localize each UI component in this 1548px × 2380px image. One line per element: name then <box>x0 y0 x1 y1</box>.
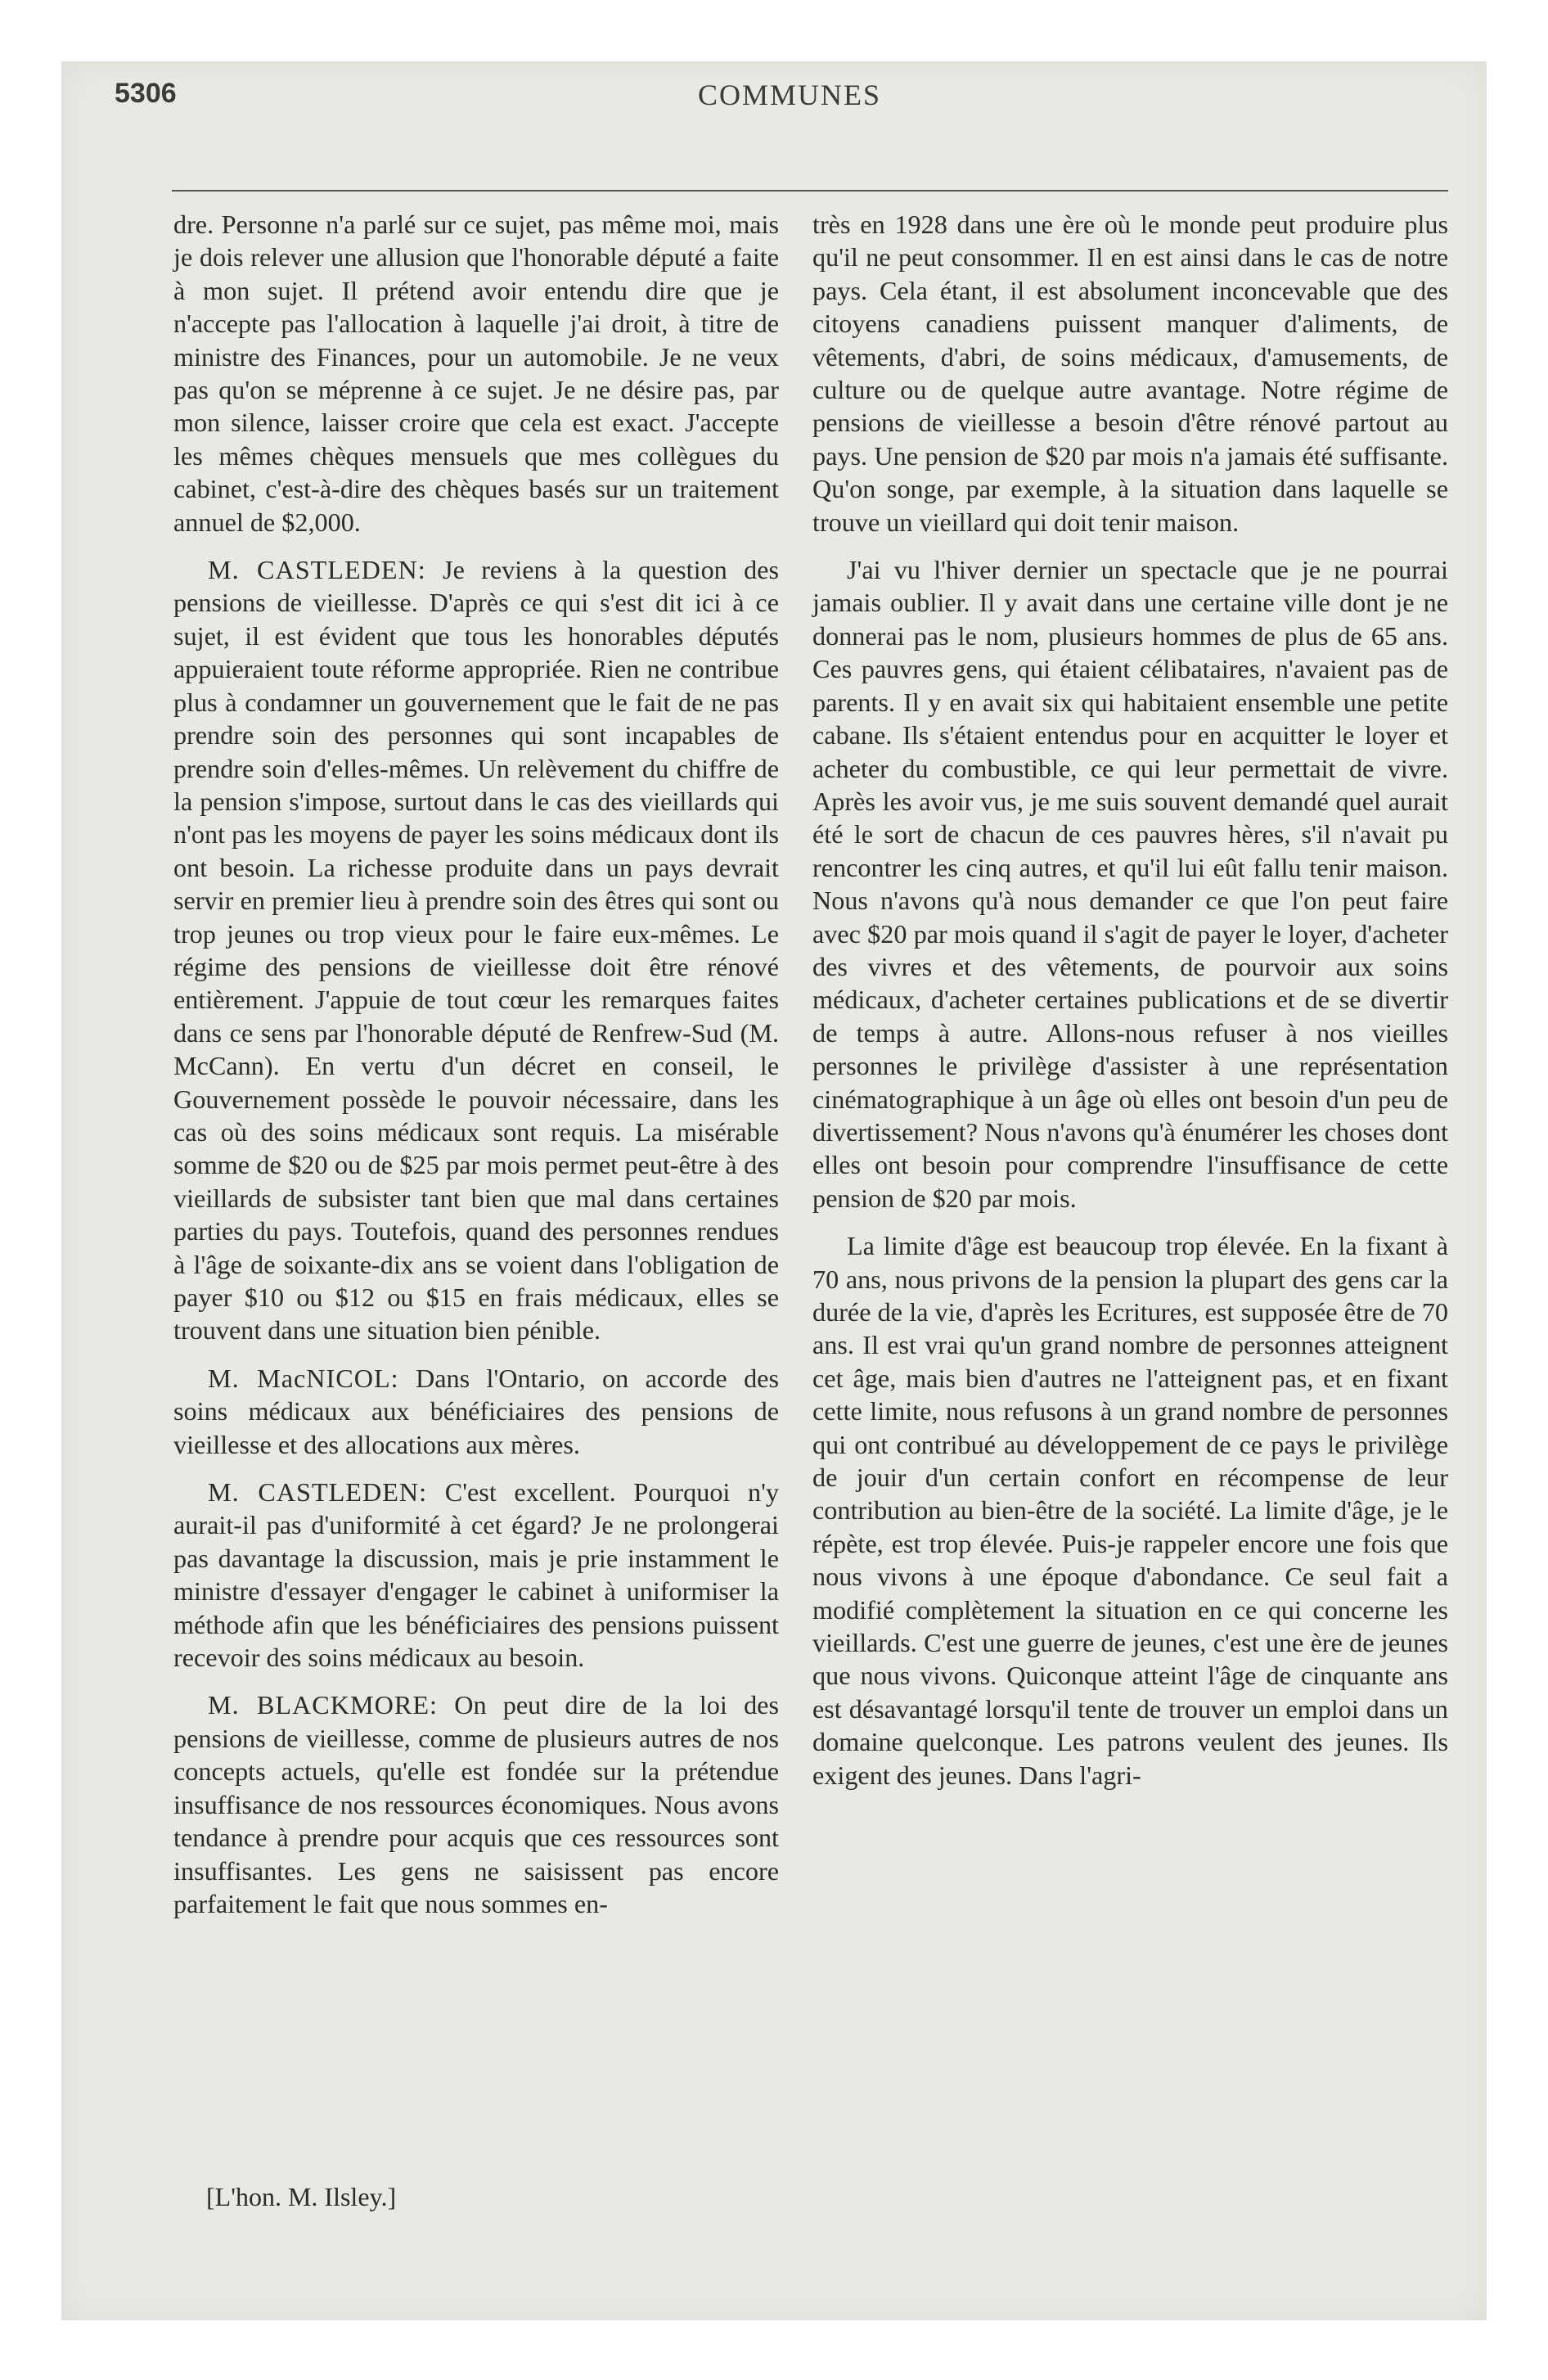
speaker-name: M. CASTLEDEN: <box>208 1477 428 1508</box>
running-head: COMMUNES <box>697 79 882 111</box>
paragraph-text: On peut dire de la loi des pensions de vieillesse, comme de plusieurs autres de nos concepts actuels, qu'elle est fondée sur la prétendue insuffisance de nos ressources économiques. Nous avons tendance à prendre pour acquis que ces ressources sont insuffisantes. Les gens ne saisissent pas encore parfaitement le fait que nous sommes en- <box>173 1690 779 1918</box>
right-column <box>812 208 1448 1806</box>
paragraph: dre. Personne n'a parlé sur ce sujet, pas même moi, mais je dois relever une allusion que l'honorable député a faite à mon sujet. Il prétend avoir entendu dire que je n'accepte pas l'allocation à laquelle j'ai droit, à titre de ministre des Finances, pour un automobile. Je ne veux pas qu'on se méprenne à ce sujet. Je ne désire pas, par mon silence, laisser croire que cela est exact. J'accepte les mêmes chèques mensuels que mes collègues du cabinet, c'est-à-dire des chèques basés sur un traitement annuel de $2,000. <box>173 210 779 537</box>
header-rule <box>172 190 1448 192</box>
left-column <box>173 208 779 1935</box>
paragraph-text: Je reviens à la question des pensions de vieillesse. D'après ce qui s'est dit ici à ce sujet, il est évident que tous les honorables députés appuieraient toute réforme appropriée. Rien ne contribue plus à condamner un gouvernement que le fait de ne pas prendre soin des personnes qui sont incapables de prendre soin d'elles-mêmes. Un relèvement du chiffre de la pension s'impose, surtout dans le cas des vieillards qui n'ont pas les moyens de payer les soins médicaux dont ils ont besoin. La richesse produite dans un pays devrait servir en premier lieu à prendre soin des êtres qui sont ou trop jeunes ou trop vieux pour le faire eux-mêmes. Le régime des pensions de vieillesse doit être rénové entièrement. J'appuie de tout cœur les remarques faites dans ce sens par l'honorable député de Renfrew-Sud (M. McCann). En vertu d'un décret en conseil, le Gouvernement possède le pouvoir nécessaire, dans les cas où des soins médicaux sont requis. La misérable somme de $20 ou de $25 par mois permet peut-être à des vieillards de subsister tant bien que mal dans certaines parties du pays. Toutefois, quand des personnes rendues à l'âge de soixante-dix ans se voient dans l'obligation de payer $10 ou $12 ou $15 en frais médicaux, elles se trouvent dans une situation bien pénible. <box>173 555 779 1346</box>
speaker-name: M. BLACKMORE: <box>208 1690 438 1720</box>
speaker-reference: [L'hon. M. Ilsley.] <box>206 2182 397 2211</box>
paragraph-text: Dans l'Ontario, on accorde des soins médicaux aux bénéficiaires des pensions de vieillesse et des allocations aux mères. <box>173 1363 779 1459</box>
paragraph <box>173 553 779 1347</box>
speaker-name: M. MacNICOL: <box>208 1363 399 1393</box>
paragraph-text: C'est excellent. Pourquoi n'y aurait-il pas d'uniformité à cet égard? Je ne prolongerai pas davantage la discussion, mais je prie instamment le ministre d'essayer d'engager le cabinet à uniformiser la méthode afin que les bénéficiaires des pensions puissent recevoir des soins médicaux au besoin. <box>173 1477 780 1673</box>
page-number: 5306 <box>115 78 177 109</box>
paragraph <box>173 1362 779 1461</box>
paragraph <box>173 1476 779 1674</box>
page-header <box>115 78 1465 115</box>
speaker-name: M. CASTLEDEN: <box>208 555 426 585</box>
paragraph: très en 1928 dans une ère où le monde peut produire plus qu'il ne peut consommer. Il en est ainsi dans le cas de notre pays. Cela étant, il est absolument inconcevable que des citoyens canadiens puissent manquer d'aliments, de vêtements, d'abri, de soins médicaux, d'amusements, de culture ou de quelque autre avantage. Notre régime de pensions de vieillesse a besoin d'être rénové partout au pays. Une pension de $20 par mois n'a jamais été suffisante. Qu'on songe, par exemple, à la situation dans laquelle se trouve un vieillard qui doit tenir maison. <box>812 210 1448 537</box>
paragraph <box>173 1688 779 1920</box>
paragraph: J'ai vu l'hiver dernier un spectacle que je ne pourrai jamais oublier. Il y avait dans une certaine ville dont je ne donnerai pas le nom, plusieurs hommes de plus de 65 ans. Ces pauvres gens, qui étaient célibataires, n'avaient pas de parents. Il y en avait six qui habitaient ensemble une petite cabane. Ils s'étaient entendus pour en acquitter le loyer et acheter du combustible, ce qui leur permettait de vivre. Après les avoir vus, je me suis souvent demandé quel aurait été le sort de chacun de ces pauvres hères, s'il n'avait pu rencontrer les cinq autres, et qu'il lui eût fallu tenir maison. Nous n'avons qu'à nous demander ce que l'on peut faire avec $20 par mois quand il s'agit de payer le loyer, d'acheter des vivres et des vêtements, de pourvoir aux soins médicaux, d'acheter certaines publications et de se divertir de temps à autre. Allons-nous refuser à nos vieilles personnes le privilège d'assister à une représentation cinématographique à un âge où elles ont besoin d'un peu de divertissement? Nous n'avons qu'à énumérer les choses dont elles ont besoin pour comprendre l'insuffisance de cette pension de $20 par mois. <box>812 555 1448 1213</box>
paragraph: La limite d'âge est beaucoup trop élevée. En la fixant à 70 ans, nous privons de la pension la plupart des gens car la durée de la vie, d'après les Ecritures, est supposée être de 70 ans. Il est vrai qu'un grand nombre de personnes atteignent cet âge, mais bien d'autres ne l'atteignent pas, et en fixant cette limite, nous refusons à un grand nombre de personnes qui ont contribué au développement de ce pays le privilège de jouir d'un certain confort en récompense de leur contribution au bien-être de la société. La limite d'âge, je le répète, est trop élevée. Puis-je rappeler encore une fois que nous vivons à une époque d'abondance. Ce seul fait a modifié complètement la situation en ce qui concerne les vieillards. C'est une guerre de jeunes, c'est une ère de jeunes que nous vivons. Quiconque atteint l'âge de cinquante ans est désavantagé lorsqu'il tente de trouver un emploi dans un domaine quelconque. Les patrons veulent des jeunes. Ils exigent des jeunes. Dans l'agri- <box>812 1231 1448 1790</box>
